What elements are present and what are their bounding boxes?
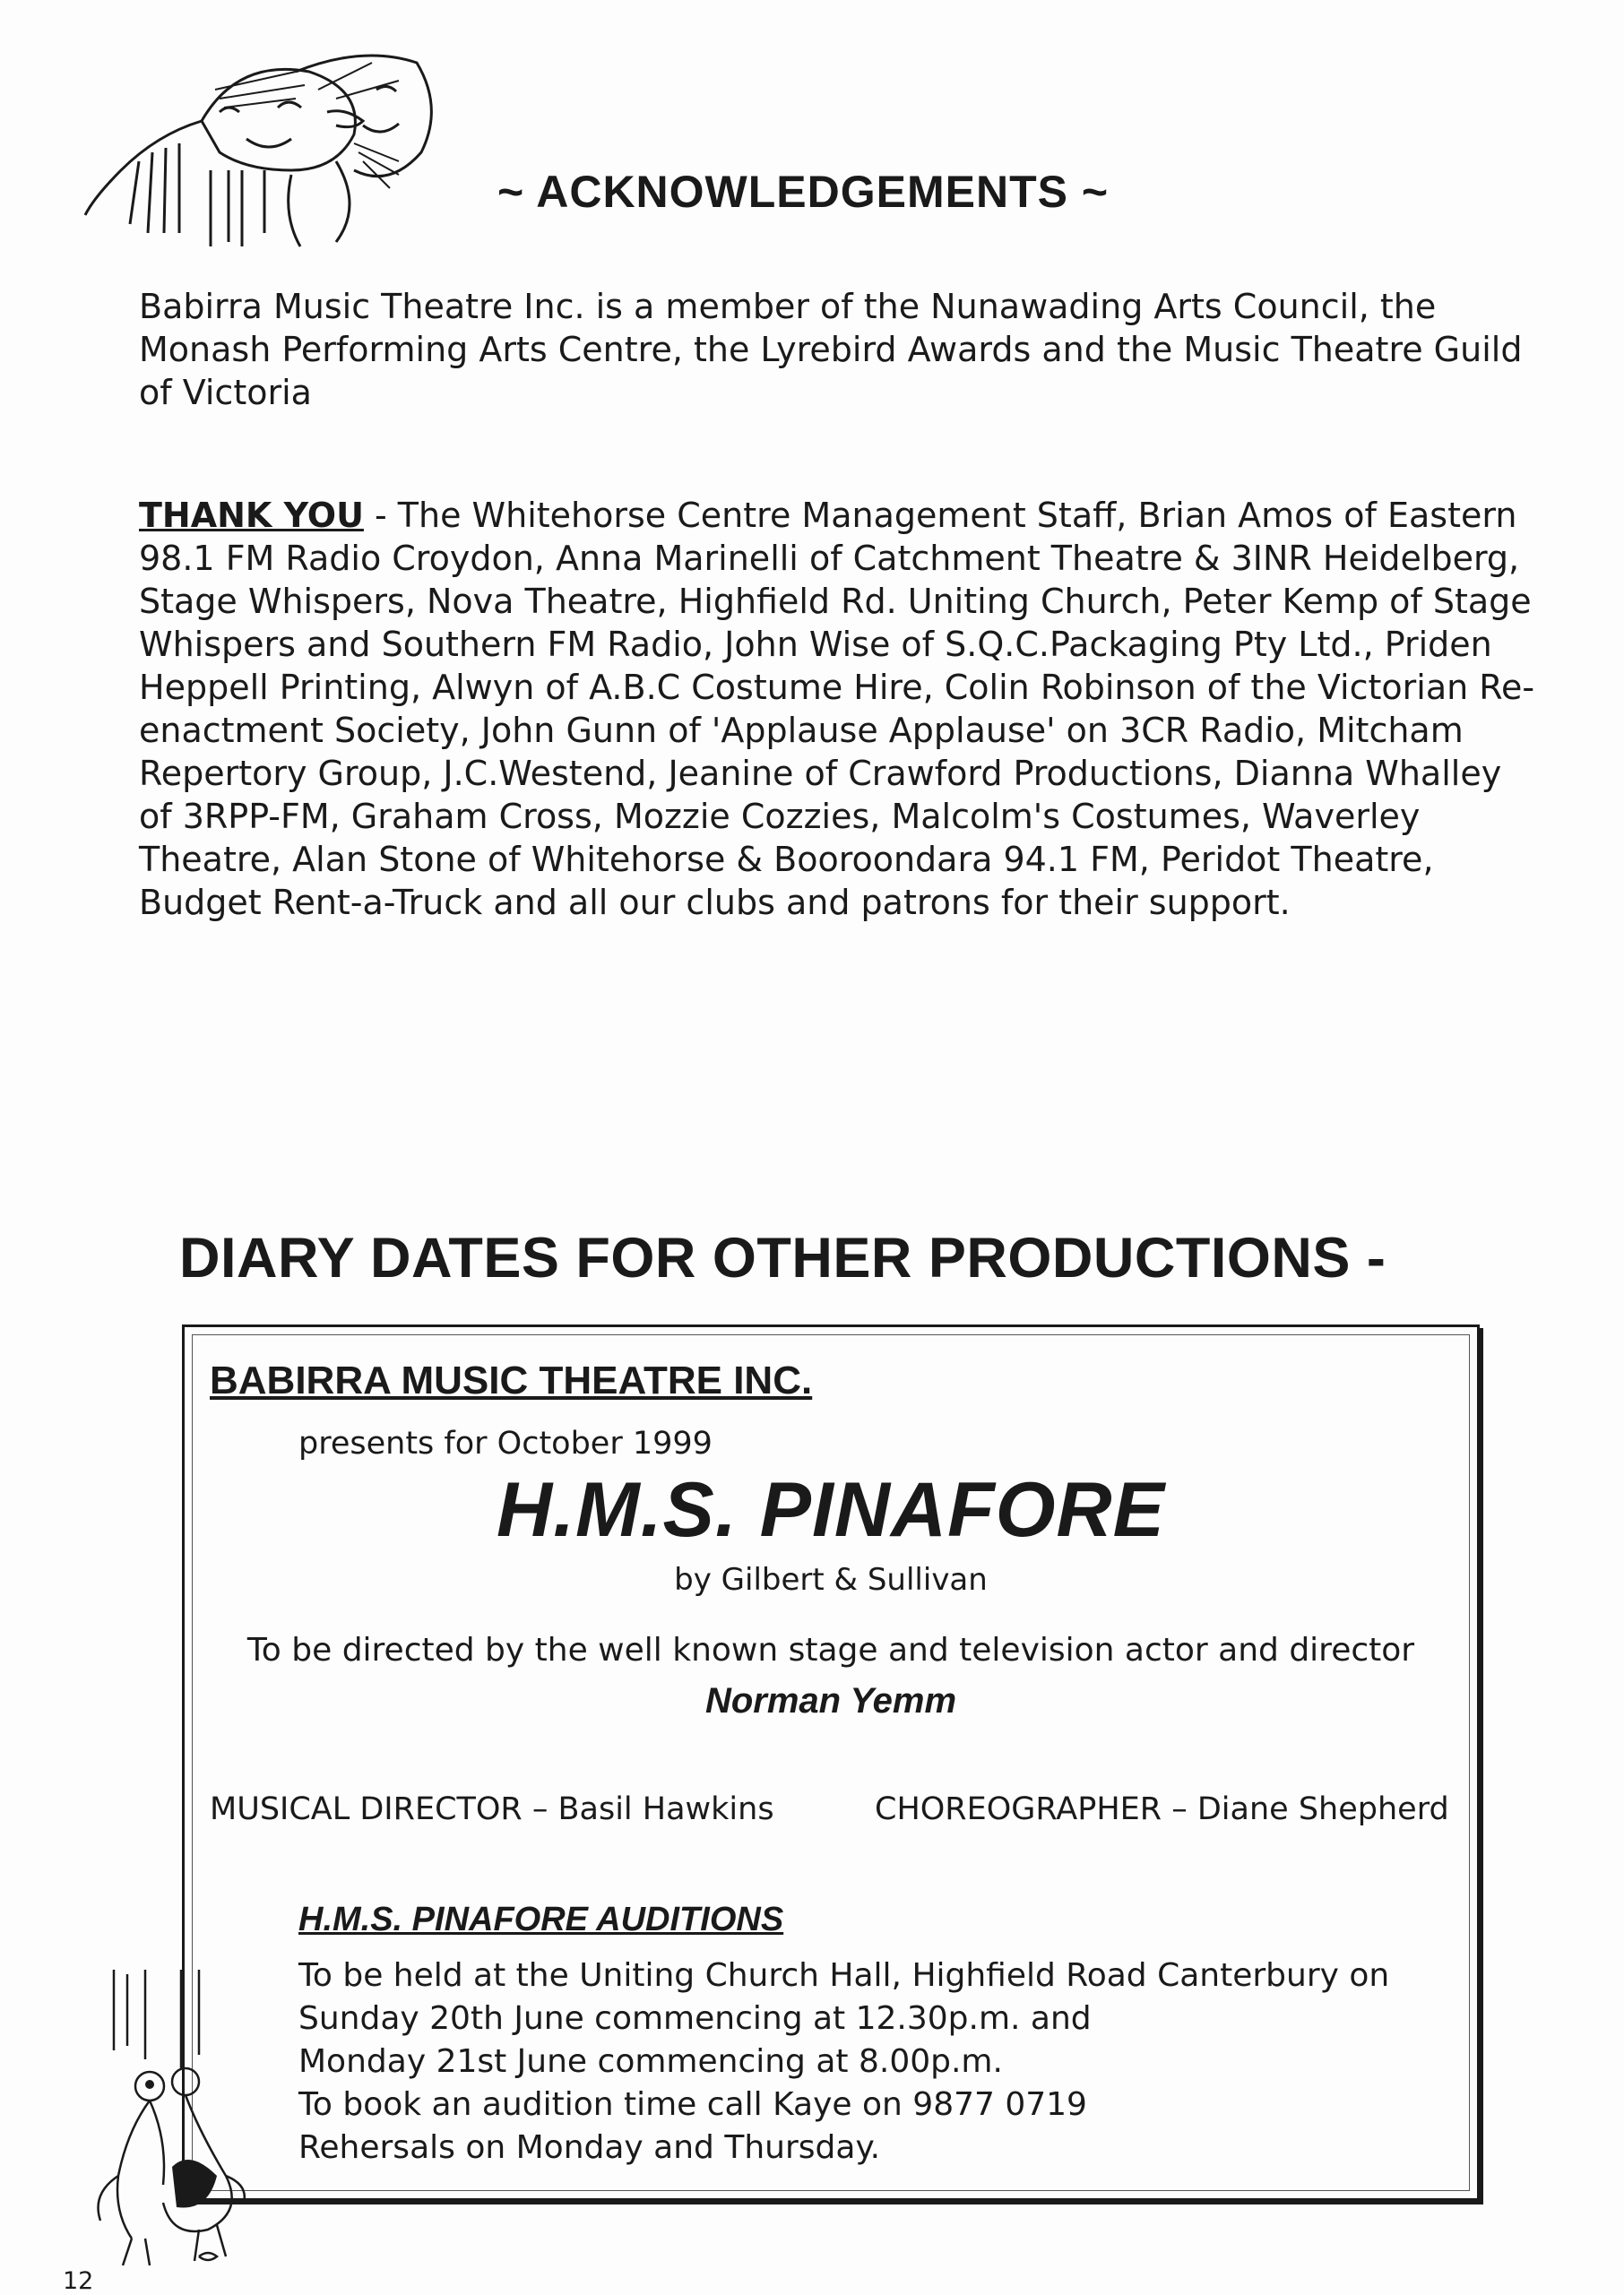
production-announcement-box — [182, 1324, 1480, 2201]
dancing-couple-illustration — [65, 1970, 253, 2270]
membership-paragraph: Babirra Music Theatre Inc. is a member of the Nunawading Arts Council, the Monash Performing Arts Centre, the Lyrebird Awards and the Music Theatre Guild of Victoria — [139, 287, 1523, 412]
organisation-name: BABIRRA MUSIC THEATRE INC. — [210, 1359, 813, 1402]
auditions-line: To be held at the Uniting Church Hall, Highfield Road Canterbury on — [298, 1957, 1390, 1994]
page-number: 12 — [63, 2267, 94, 2295]
auditions-heading: H.M.S. PINAFORE AUDITIONS — [298, 1901, 784, 1938]
presents-line: presents for October 1999 — [298, 1426, 713, 1462]
auditions-line: Monday 21st June commencing at 8.00p.m. — [298, 2043, 1003, 2080]
diary-dates-heading: DIARY DATES FOR OTHER PRODUCTIONS - — [179, 1227, 1386, 1290]
acknowledgements-heading: ~ ACKNOWLEDGEMENTS ~ — [497, 167, 1110, 217]
thank-you-paragraph — [139, 494, 1537, 924]
auditions-line: To book an audition time call Kaye on 9877 0719 — [298, 2086, 1087, 2123]
director-name: Norman Yemm — [704, 1681, 957, 1721]
auditions-details — [298, 1954, 1389, 2170]
choreographer-credit: CHOREOGRAPHER – Diane Shepherd — [875, 1791, 1449, 1827]
musical-director-credit: MUSICAL DIRECTOR – Basil Hawkins — [210, 1791, 774, 1827]
thank-you-text: - The Whitehorse Centre Management Staff, Brian Amos of Eastern 98.1 FM Radio Croydon, Anna Marinelli of Catchment Theatre & 3INR Heidelberg, Stage Whispers, Nova Theatre, Highfield Rd. Uniting Church, Peter Kemp of Stage Whispers and Southern FM Radio, John Wise of S.Q.C.Packaging Pty Ltd., Priden Heppell Printing, Alwyn of A.B.C Costume Hire, Colin Robinson of the Victorian Re-enactment Society, John Gunn of 'Applause Applause' on 3CR Radio, Mitcham Repertory Group, J.C.Westend, Jeanine of Crawford Productions, Dianna Whalley of 3RPP-FM, Graham Cross, Mozzie Cozzies, Malcolm's Costumes, Waverley Theatre, Alan Stone of Whitehorse & Booroondara 94.1 FM, Peridot Theatre, Budget Rent-a-Truck and all our clubs and patrons for their support. — [139, 496, 1535, 922]
show-title: H.M.S. PINAFORE — [496, 1467, 1166, 1553]
auditions-line: Rehersals on Monday and Thursday. — [298, 2129, 881, 2166]
auditions-line: Sunday 20th June commencing at 12.30p.m. and — [298, 2000, 1092, 2037]
directed-by-line: To be directed by the well known stage and television actor and director — [246, 1632, 1415, 1669]
show-author: by Gilbert & Sullivan — [674, 1562, 988, 1598]
theatre-masks-illustration — [67, 36, 444, 251]
thank-you-label: THANK YOU — [139, 496, 364, 535]
